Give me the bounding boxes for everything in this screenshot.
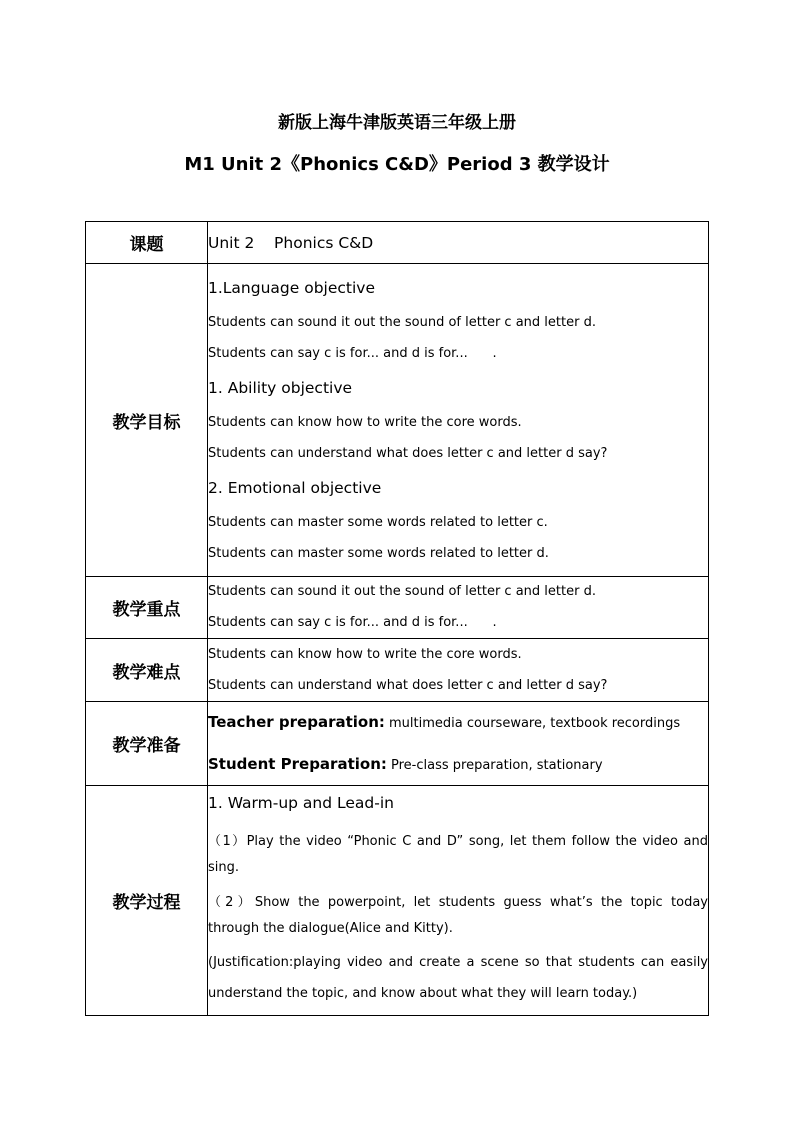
document-subtitle: M1 Unit 2《Phonics C&D》Period 3 教学设计 bbox=[184, 154, 610, 175]
emotional-objective-heading: 2. Emotional objective bbox=[208, 479, 382, 497]
lesson-plan-table bbox=[85, 221, 709, 1016]
objective-line: Students can master some words related to letter d. bbox=[208, 546, 549, 561]
row-label-preparation: 教学准备 bbox=[86, 702, 208, 786]
language-objective-heading: 1.Language objective bbox=[208, 279, 375, 297]
process-justification: (Justification:playing video and create a scene so that students can easily understand the topic, and know about what they will learn today.) bbox=[208, 955, 708, 1001]
key-point-line: Students can sound it out the sound of letter c and letter d. bbox=[208, 584, 596, 599]
process-heading: 1. Warm-up and Lead-in bbox=[208, 794, 394, 812]
objective-line: Students can sound it out the sound of letter c and letter d. bbox=[208, 315, 596, 330]
teacher-preparation bbox=[208, 713, 708, 733]
process-step: （2）Show the powerpoint, let students guess what’s the topic today through the dialogue(Alice and Kitty). bbox=[208, 895, 708, 936]
student-preparation bbox=[208, 755, 708, 775]
ability-objective-heading: 1. Ability objective bbox=[208, 379, 353, 397]
row-label-objectives: 教学目标 bbox=[86, 264, 208, 577]
topic-value: Unit 2 Phonics C&D bbox=[208, 222, 709, 264]
row-label-process: 教学过程 bbox=[86, 786, 208, 1016]
difficulty-line: Students can understand what does letter c and letter d say? bbox=[208, 677, 608, 693]
table-row-key-points bbox=[86, 577, 709, 639]
row-label-key-points: 教学重点 bbox=[86, 577, 208, 639]
student-preparation-value: Pre-class preparation, stationary bbox=[386, 757, 603, 773]
table-row-difficulties bbox=[86, 639, 709, 702]
process-content bbox=[208, 786, 709, 1016]
preparation-content bbox=[208, 702, 709, 786]
objective-line: Students can know how to write the core words. bbox=[208, 415, 522, 430]
table-row-preparation bbox=[86, 702, 709, 786]
document-title: 新版上海牛津版英语三年级上册 bbox=[278, 113, 516, 133]
teacher-preparation-label: Teacher preparation: bbox=[208, 712, 385, 731]
objective-line: Students can understand what does letter c and letter d say? bbox=[208, 446, 608, 461]
process-step: （1）Play the video “Phonic C and D” song, let them follow the video and sing. bbox=[208, 834, 708, 875]
row-label-difficulties: 教学难点 bbox=[86, 639, 208, 702]
table-row-topic bbox=[86, 222, 709, 264]
objective-line: Students can master some words related to letter c. bbox=[208, 515, 548, 530]
difficulties-content bbox=[208, 639, 709, 702]
row-label-topic: 课题 bbox=[86, 222, 208, 264]
teacher-preparation-value: multimedia courseware, textbook recordings bbox=[384, 715, 681, 731]
key-point-line: Students can say c is for... and d is for... . bbox=[208, 615, 497, 630]
difficulty-line: Students can know how to write the core words. bbox=[208, 646, 522, 662]
student-preparation-label: Student Preparation: bbox=[208, 754, 387, 773]
objectives-content bbox=[208, 264, 709, 577]
objective-line: Students can say c is for... and d is for... . bbox=[208, 346, 497, 361]
table-row-objectives bbox=[86, 264, 709, 577]
key-points-content bbox=[208, 577, 709, 639]
table-row-process bbox=[86, 786, 709, 1016]
